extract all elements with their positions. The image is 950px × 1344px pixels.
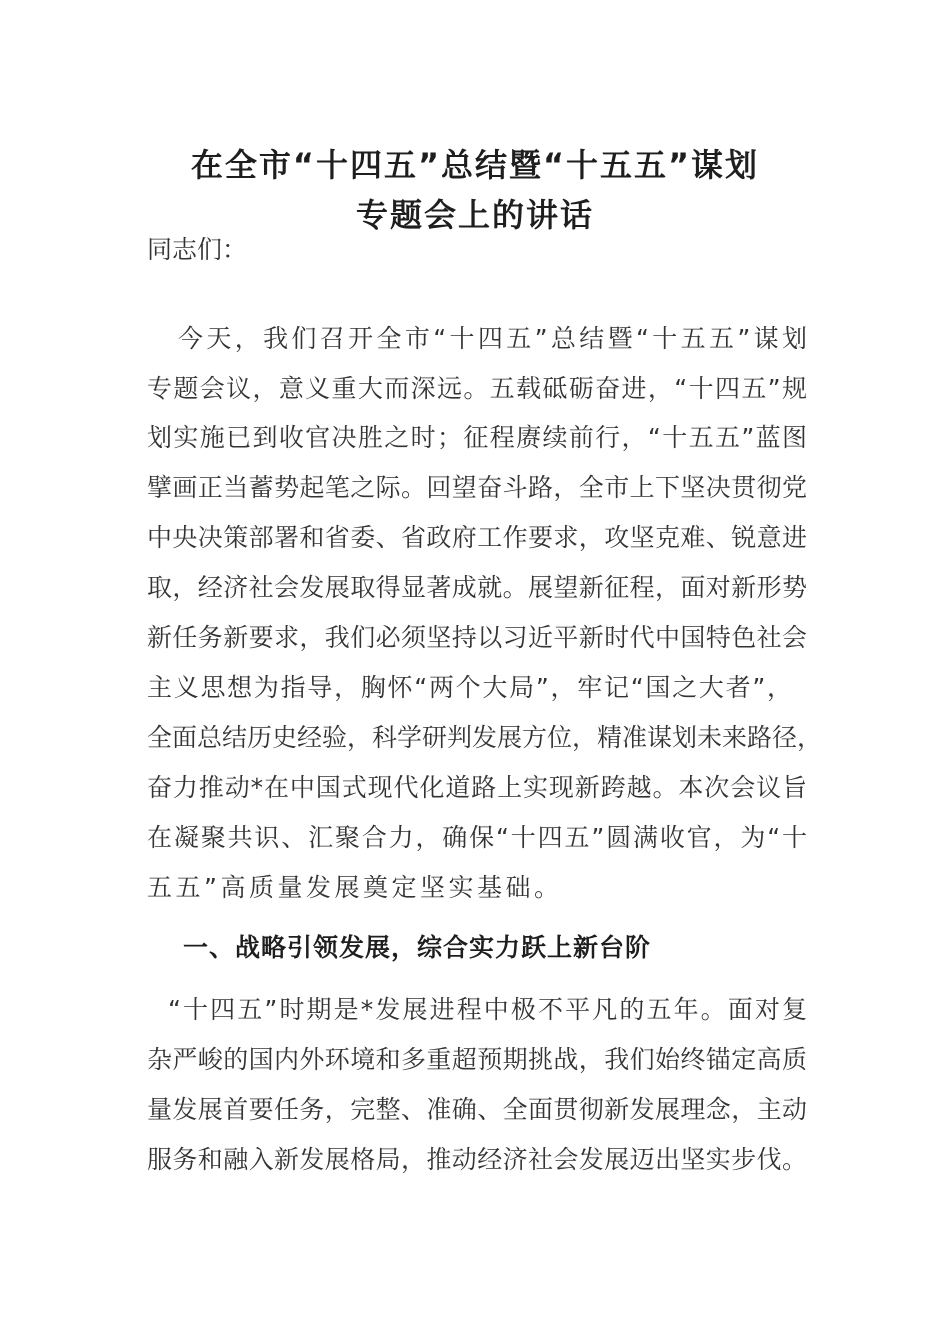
text-line: 全面总结历史经验，科学研判发展方位，精准谋划未来路径， — [147, 723, 823, 752]
text-line: 五五”高质量发展奠定坚实基础。 — [147, 873, 563, 902]
text-line: 奋力推动*在中国式现代化道路上实现新跨越。本次会议旨 — [147, 773, 807, 802]
text-line: 专题会议，意义重大而深远。五载砥砺奋进，“十四五”规 — [147, 374, 807, 403]
greeting: 同志们： — [147, 235, 248, 264]
text-line: “十四五”时期是*发展进程中极不平凡的五年。面对复 — [168, 995, 807, 1024]
text-line: 今天，我们召开全市“十四五”总结暨“十五五”谋划 — [178, 324, 807, 353]
text-line: 杂严峻的国内外环境和多重超预期挑战，我们始终锚定高质 — [147, 1045, 807, 1074]
title-line: 专题会上的讲话 — [355, 196, 594, 234]
text-line: 擘画正当蓄势起笔之际。回望奋斗路，全市上下坚决贯彻党 — [147, 473, 807, 502]
text-line: 新任务新要求，我们必须坚持以习近平新时代中国特色社会 — [147, 623, 807, 652]
text-line: 服务和融入新发展格局，推动经济社会发展迈出坚实步伐。 — [147, 1145, 807, 1174]
section-heading: 一、战略引领发展，综合实力跃上新台阶 — [183, 933, 652, 962]
text-line: 划实施已到收官决胜之时；征程赓续前行，“十五五”蓝图 — [147, 423, 807, 452]
title-line: 在全市“十四五”总结暨“十五五”谋划 — [190, 146, 760, 184]
text-line: 量发展首要任务，完整、准确、全面贯彻新发展理念，主动 — [147, 1095, 807, 1124]
text-line: 中央决策部署和省委、省政府工作要求，攻坚克难、锐意进 — [147, 523, 807, 552]
text-line: 主义思想为指导，胸怀“两个大局”，牢记“国之大者”， — [147, 673, 792, 702]
text-line: 取，经济社会发展取得显著成就。展望新征程，面对新形势 — [147, 573, 807, 602]
text-line: 在凝聚共识、汇聚合力，确保“十四五”圆满收官，为“十 — [147, 823, 807, 852]
